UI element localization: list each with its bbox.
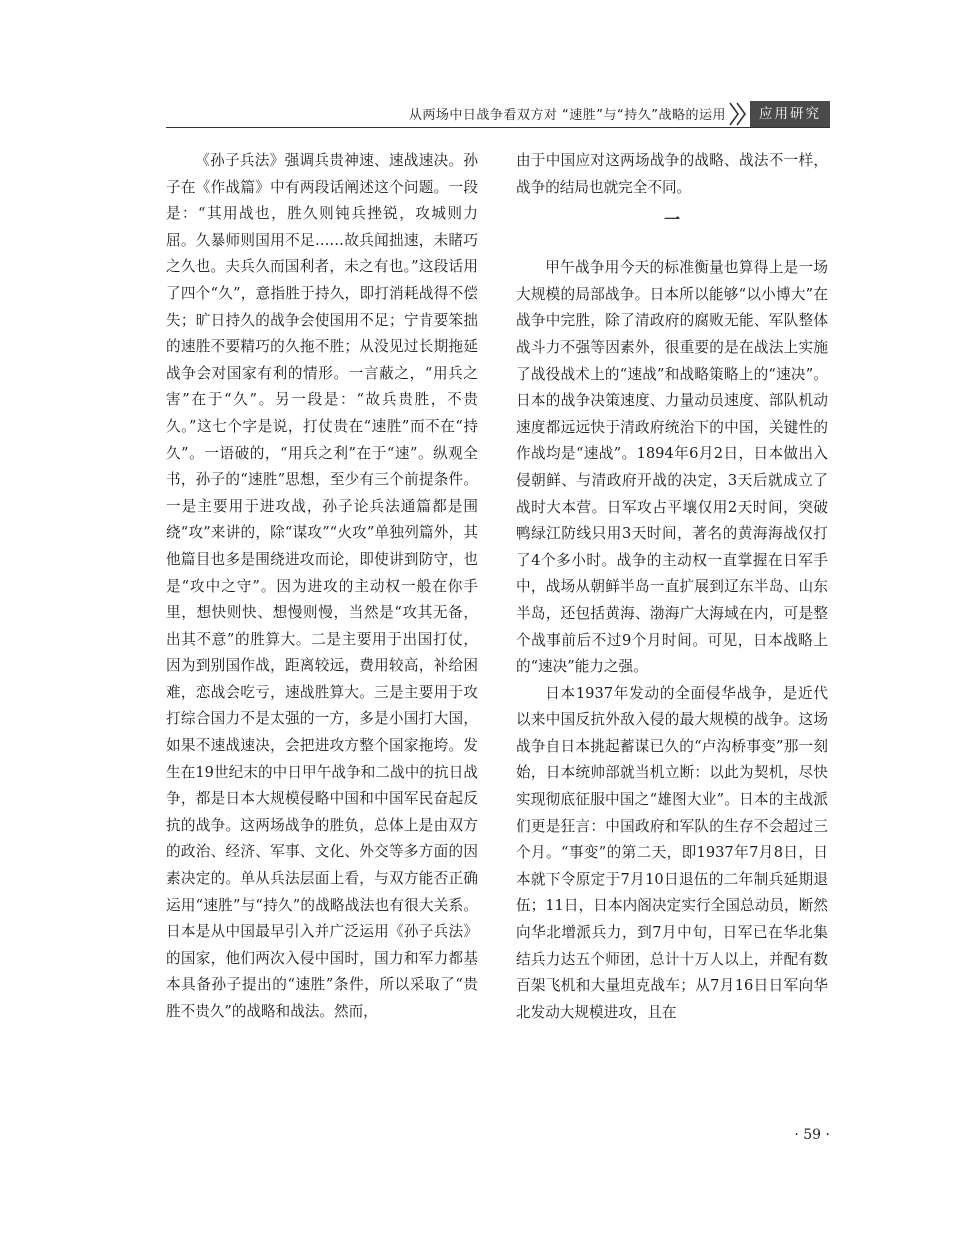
- paragraph: 《孙子兵法》强调兵贵神速、速战速决。孙子在《作战篇》中有两段话阐述这个问题。一段是：“其用战也，胜久则钝兵挫锐，攻城则力屈。久暴师则国用不足……故兵闻拙速，未睹巧之久也。夫兵久而国利者，未之有也。”这段话用了四个“久”，意指胜于持久，即打消耗战得不偿失；旷日持久的战争会使国用不足；宁肯要笨拙的速胜不要精巧的久拖不胜；从没见过长期拖延战争会对国家有利的情形。一言蔽之，“用兵之害”在于“久”。另一段是：“故兵贵胜，不贵久。”这七个字是说，打仗贵在“速胜”而不在“持久”。一语破的，“用兵之利”在于“速”。纵观全书，孙子的“速胜”思想，至少有三个前提条件。一是主要用于进攻战，孙子论兵法通篇都是围绕“攻”来讲的，除“谋攻”“火攻”单独列篇外，其他篇目也多是围绕进攻而论，即使讲到防守，也是“攻中之守”。因为进攻的主动权一般在你手里，想快则快、想慢则慢，当然是“攻其无备，出其不意”的胜算大。二是主要用于出国打仗，因为到别国作战，距离较远，费用较高，补给困难，恋战会吃亏，速战胜算大。三是主要用于攻打综合国力不是太强的一方，多是小国打大国，如果不速战速决，会把进攻方整个国家拖垮。发生在19世纪末的中日甲午战争和二战中的抗日战争，都是日本大规模侵略中国和中国军民奋起反抗的战争。这两场战争的胜负，总体上是由双方的政治、经济、军事、文化、外交等多方面的因素决定的。单从兵法层面上看，与双方能否正确运用“速胜”与“持久”的战略战法也有很大关系。日本是从中国最早引入并广泛运用《孙子兵法》的国家，他们两次入侵中国时，国力和军力都基本具备孙子提出的“速胜”条件，所以采取了“贵胜不贵久”的战略和战法。然而，: [166, 152, 478, 1020]
- running-header: [166, 101, 830, 127]
- section-badge: 应用研究: [750, 101, 830, 127]
- double-chevron-icon: [728, 101, 750, 127]
- left-column: [166, 148, 478, 1026]
- header-title: 从两场中日战争看双方对 “速胜”与“持久”战略的运用: [408, 108, 726, 123]
- section-number: 一: [663, 210, 680, 230]
- header-rule: [166, 127, 830, 128]
- paragraph: 甲午战争用今天的标准衡量也算得上是一场大规模的局部战争。日本所以能够“以小博大”在战争中完胜，除了清政府的腐败无能、军队整体战斗力不强等因素外，很重要的是在战法上实施了战役战术上的“速战”和战略策略上的“速决”。日本的战争决策速度、力量动员速度、部队机动速度都远远快于清政府统治下的中国，关键性的作战均是“速战”。1894年6月2日，日本做出入侵朝鲜、与清政府开战的决定，3天后就成立了战时大本营。日军攻占平壤仅用2天时间，突破鸭绿江防线只用3天时间，著名的黄海海战仅打了4个多小时。战争的主动权一直掌握在日军手中，战场从朝鲜半岛一直扩展到辽东半岛、山东半岛，还包括黄海、渤海广大海域在内，可是整个战事前后不过9个月时间。可见，日本战略上的“速决”能力之强。: [516, 259, 828, 676]
- right-column: [516, 148, 828, 1026]
- page-number: · 59 ·: [794, 1127, 830, 1143]
- paragraph: 由于中国应对这两场战争的战略、战法不一样，战争的结局也就完全不同。: [516, 152, 828, 196]
- paragraph: 日本1937年发动的全面侵华战争，是近代以来中国反抗外敌入侵的最大规模的战争。这场战争自日本挑起蓄谋已久的“卢沟桥事变”那一刻始，日本统帅部就当机立断：以此为契机，尽快实现彻底征服中国之“雄图大业”。日本的主战派们更是狂言：中国政府和军队的生存不会超过三个月。“事变”的第二天，即1937年7月8日，日本就下令原定于7月10日退伍的二年制兵延期退伍；11日，日本内阁决定实行全国总动员，断然向华北增派兵力，到7月中旬，日军已在华北集结兵力达五个师团，总计十万人以上，并配有数百架飞机和大量坦克战车；从7月16日日军向华北发动大规模进攻，且在: [516, 684, 828, 1021]
